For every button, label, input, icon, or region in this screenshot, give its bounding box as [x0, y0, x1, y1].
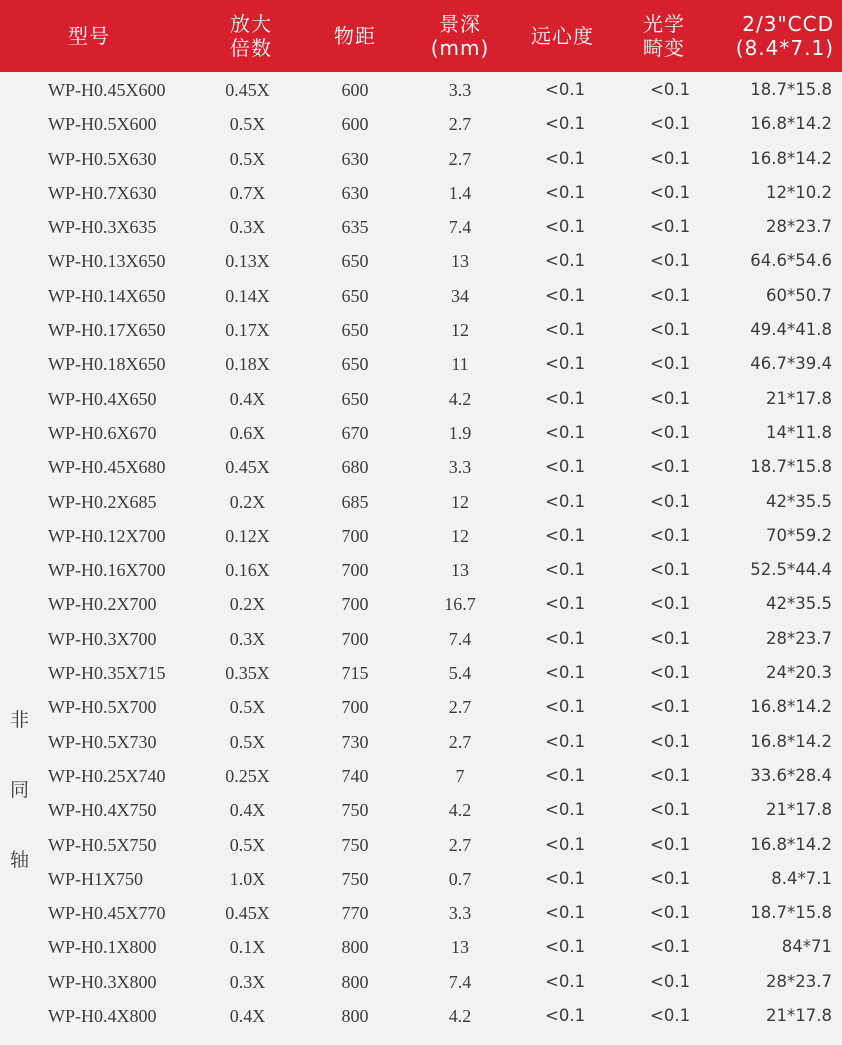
table-header [0, 0, 842, 72]
cell-working-distance: 650 [341, 320, 369, 341]
cell-distortion: <0.1 [650, 422, 691, 442]
cell-ccd-field: 28*23.7 [766, 971, 832, 991]
cell-telecentricity: <0.1 [545, 388, 586, 408]
cell-magnification: 0.2X [229, 491, 266, 512]
cell-ccd-field: 8.4*7.1 [771, 868, 832, 888]
cell-magnification: 0.5X [229, 731, 266, 752]
cell-depth-of-field: 1.4 [448, 182, 472, 203]
cell-telecentricity: <0.1 [545, 903, 586, 923]
cell-telecentricity: <0.1 [545, 251, 586, 271]
cell-depth-of-field: 12 [451, 525, 469, 546]
cell-telecentricity: <0.1 [545, 457, 586, 477]
cell-working-distance: 740 [341, 765, 369, 786]
cell-ccd-field: 18.7*15.8 [750, 80, 832, 99]
cell-depth-of-field: 2.7 [448, 697, 472, 718]
cell-ccd-field: 21*17.8 [766, 388, 832, 408]
cell-telecentricity: <0.1 [545, 697, 586, 717]
side-label-char-1: 非 [10, 709, 30, 731]
cell-ccd-field: 21*17.8 [766, 800, 832, 820]
cell-model: WP-H0.13X650 [48, 251, 166, 272]
cell-telecentricity: <0.1 [545, 594, 586, 614]
cell-distortion: <0.1 [650, 217, 691, 237]
cell-model: WP-H0.6X670 [48, 422, 157, 443]
cell-telecentricity: <0.1 [545, 765, 586, 785]
cell-distortion: <0.1 [650, 663, 691, 683]
cell-distortion: <0.1 [650, 114, 691, 134]
cell-working-distance: 630 [341, 182, 369, 203]
cell-ccd-field: 12*10.2 [766, 182, 832, 202]
cell-telecentricity: <0.1 [545, 285, 586, 305]
header-distortion-line2: 畸变 [643, 36, 685, 60]
cell-distortion: <0.1 [650, 628, 691, 648]
cell-magnification: 0.4X [229, 388, 266, 409]
cell-depth-of-field: 34 [451, 285, 469, 306]
table-row [0, 176, 842, 210]
header-depth-of-field-line1: 景深 [439, 12, 481, 36]
cell-model: WP-H0.2X685 [48, 491, 157, 512]
cell-working-distance: 800 [341, 971, 369, 992]
cell-ccd-field: 42*35.5 [766, 594, 832, 614]
cell-working-distance: 800 [341, 1006, 369, 1027]
header-magnification [230, 0, 290, 72]
cell-distortion: <0.1 [650, 868, 691, 888]
header-ccd-line2: (8.4*7.1) [735, 36, 834, 60]
table-row [0, 210, 842, 244]
header-working-distance-label: 物距 [334, 24, 376, 48]
table-row [0, 759, 842, 793]
cell-distortion: <0.1 [650, 457, 691, 477]
cell-distortion: <0.1 [650, 560, 691, 580]
header-telecentricity-label: 远心度 [531, 24, 594, 48]
table-row [0, 553, 842, 587]
cell-model: WP-H0.4X750 [48, 800, 157, 821]
cell-ccd-field: 28*23.7 [766, 217, 832, 237]
cell-distortion: <0.1 [650, 354, 691, 374]
cell-depth-of-field: 16.7 [444, 594, 476, 615]
table-row [0, 999, 842, 1033]
cell-telecentricity: <0.1 [545, 491, 586, 511]
table-row [0, 656, 842, 690]
cell-model: WP-H0.7X630 [48, 182, 157, 203]
cell-depth-of-field: 2.7 [448, 834, 472, 855]
cell-telecentricity: <0.1 [545, 731, 586, 751]
header-depth-of-field [425, 0, 495, 72]
header-model [68, 0, 188, 72]
cell-ccd-field: 42*35.5 [766, 491, 832, 511]
header-ccd-field [722, 0, 834, 72]
cell-telecentricity: <0.1 [545, 560, 586, 580]
table-row [0, 382, 842, 416]
cell-model: WP-H1X750 [48, 868, 143, 889]
cell-magnification: 0.5X [229, 834, 266, 855]
cell-model: WP-H0.5X600 [48, 114, 157, 135]
table-row [0, 896, 842, 930]
table-row [0, 416, 842, 450]
cell-magnification: 0.5X [229, 114, 266, 135]
cell-distortion: <0.1 [650, 765, 691, 785]
table-row [0, 930, 842, 964]
table-row [0, 690, 842, 724]
cell-ccd-field: 24*20.3 [766, 663, 832, 683]
cell-distortion: <0.1 [650, 834, 691, 854]
cell-depth-of-field: 7 [455, 765, 465, 786]
cell-working-distance: 700 [341, 594, 369, 615]
cell-telecentricity: <0.1 [545, 354, 586, 374]
cell-working-distance: 715 [341, 663, 369, 684]
cell-telecentricity: <0.1 [545, 217, 586, 237]
cell-magnification: 0.2X [229, 594, 266, 615]
cell-distortion: <0.1 [650, 697, 691, 717]
cell-working-distance: 750 [341, 800, 369, 821]
cell-model: WP-H0.14X650 [48, 285, 166, 306]
cell-working-distance: 685 [341, 491, 369, 512]
cell-working-distance: 630 [341, 148, 369, 169]
cell-distortion: <0.1 [650, 388, 691, 408]
cell-ccd-field: 46.7*39.4 [750, 354, 832, 374]
cell-depth-of-field: 7.4 [448, 971, 472, 992]
cell-telecentricity: <0.1 [545, 971, 586, 991]
cell-ccd-field: 49.4*41.8 [750, 320, 832, 340]
cell-distortion: <0.1 [650, 525, 691, 545]
cell-distortion: <0.1 [650, 148, 691, 168]
cell-distortion: <0.1 [650, 80, 691, 99]
cell-depth-of-field: 4.2 [448, 800, 472, 821]
header-depth-of-field-line2: (mm) [430, 36, 490, 60]
cell-magnification: 0.17X [225, 320, 270, 341]
cell-telecentricity: <0.1 [545, 320, 586, 340]
cell-depth-of-field: 13 [451, 251, 469, 272]
cell-depth-of-field: 2.7 [448, 148, 472, 169]
header-telecentricity [531, 0, 611, 72]
cell-telecentricity: <0.1 [545, 937, 586, 957]
cell-ccd-field: 64.6*54.6 [750, 251, 832, 271]
cell-model: WP-H0.45X600 [48, 80, 166, 100]
cell-working-distance: 750 [341, 868, 369, 889]
cell-working-distance: 700 [341, 525, 369, 546]
cell-model: WP-H0.12X700 [48, 525, 166, 546]
header-distortion-line1: 光学 [643, 12, 685, 36]
table-row [0, 519, 842, 553]
cell-distortion: <0.1 [650, 800, 691, 820]
cell-depth-of-field: 3.3 [448, 80, 472, 100]
cell-telecentricity: <0.1 [545, 182, 586, 202]
cell-ccd-field: 18.7*15.8 [750, 903, 832, 923]
table-row [0, 485, 842, 519]
cell-depth-of-field: 12 [451, 491, 469, 512]
cell-magnification: 0.12X [225, 525, 270, 546]
table-row [0, 142, 842, 176]
cell-magnification: 0.5X [229, 697, 266, 718]
cell-telecentricity: <0.1 [545, 868, 586, 888]
cell-distortion: <0.1 [650, 937, 691, 957]
cell-working-distance: 680 [341, 457, 369, 478]
cell-working-distance: 600 [341, 114, 369, 135]
cell-ccd-field: 28*23.7 [766, 628, 832, 648]
cell-ccd-field: 16.8*14.2 [750, 697, 832, 717]
cell-telecentricity: <0.1 [545, 148, 586, 168]
cell-depth-of-field: 1.9 [448, 422, 472, 443]
cell-magnification: 0.4X [229, 1006, 266, 1027]
cell-depth-of-field: 2.7 [448, 114, 472, 135]
cell-working-distance: 800 [341, 937, 369, 958]
cell-distortion: <0.1 [650, 251, 691, 271]
cell-magnification: 1.0X [229, 868, 266, 889]
cell-ccd-field: 52.5*44.4 [750, 560, 832, 580]
cell-working-distance: 700 [341, 628, 369, 649]
cell-magnification: 0.25X [225, 765, 270, 786]
table-body [0, 73, 842, 1033]
cell-distortion: <0.1 [650, 903, 691, 923]
cell-model: WP-H0.3X800 [48, 971, 157, 992]
cell-model: WP-H0.3X700 [48, 628, 157, 649]
cell-model: WP-H0.18X650 [48, 354, 166, 375]
cell-depth-of-field: 7.4 [448, 628, 472, 649]
cell-model: WP-H0.16X700 [48, 560, 166, 581]
cell-distortion: <0.1 [650, 594, 691, 614]
cell-model: WP-H0.4X650 [48, 388, 157, 409]
cell-magnification: 0.1X [229, 937, 266, 958]
cell-model: WP-H0.45X680 [48, 457, 166, 478]
cell-distortion: <0.1 [650, 285, 691, 305]
cell-ccd-field: 84*71 [781, 937, 832, 957]
cell-magnification: 0.6X [229, 422, 266, 443]
cell-model: WP-H0.5X630 [48, 148, 157, 169]
cell-model: WP-H0.5X750 [48, 834, 157, 855]
cell-depth-of-field: 13 [451, 560, 469, 581]
table-row [0, 622, 842, 656]
cell-telecentricity: <0.1 [545, 834, 586, 854]
table-row [0, 313, 842, 347]
cell-model: WP-H0.35X715 [48, 663, 166, 684]
cell-working-distance: 650 [341, 354, 369, 375]
cell-model: WP-H0.17X650 [48, 320, 166, 341]
cell-ccd-field: 21*17.8 [766, 1006, 832, 1026]
cell-magnification: 0.7X [229, 182, 266, 203]
cell-magnification: 0.14X [225, 285, 270, 306]
cell-magnification: 0.13X [225, 251, 270, 272]
cell-distortion: <0.1 [650, 971, 691, 991]
cell-working-distance: 635 [341, 217, 369, 238]
cell-depth-of-field: 4.2 [448, 1006, 472, 1027]
header-ccd-line1: 2/3"CCD [742, 12, 834, 36]
table-row [0, 73, 842, 107]
header-model-label: 型号 [68, 24, 110, 48]
cell-magnification: 0.4X [229, 800, 266, 821]
cell-model: WP-H0.5X730 [48, 731, 157, 752]
cell-depth-of-field: 3.3 [448, 457, 472, 478]
table-row [0, 347, 842, 381]
cell-model: WP-H0.45X770 [48, 903, 166, 924]
cell-working-distance: 650 [341, 251, 369, 272]
cell-depth-of-field: 4.2 [448, 388, 472, 409]
cell-distortion: <0.1 [650, 182, 691, 202]
cell-model: WP-H0.1X800 [48, 937, 157, 958]
table-row [0, 862, 842, 896]
cell-working-distance: 700 [341, 560, 369, 581]
header-distortion [643, 0, 703, 72]
cell-depth-of-field: 12 [451, 320, 469, 341]
header-magnification-line2: 倍数 [230, 36, 272, 60]
cell-magnification: 0.18X [225, 354, 270, 375]
cell-ccd-field: 33.6*28.4 [750, 765, 832, 785]
table-row [0, 725, 842, 759]
cell-magnification: 0.45X [225, 80, 270, 100]
cell-telecentricity: <0.1 [545, 80, 586, 99]
cell-depth-of-field: 11 [451, 354, 469, 375]
cell-depth-of-field: 13 [451, 937, 469, 958]
cell-telecentricity: <0.1 [545, 800, 586, 820]
table-row [0, 450, 842, 484]
cell-ccd-field: 16.8*14.2 [750, 114, 832, 134]
cell-ccd-field: 16.8*14.2 [750, 148, 832, 168]
cell-magnification: 0.3X [229, 971, 266, 992]
cell-model: WP-H0.4X800 [48, 1006, 157, 1027]
cell-working-distance: 600 [341, 80, 369, 100]
cell-magnification: 0.16X [225, 560, 270, 581]
cell-telecentricity: <0.1 [545, 663, 586, 683]
cell-depth-of-field: 0.7 [448, 868, 472, 889]
cell-distortion: <0.1 [650, 731, 691, 751]
cell-magnification: 0.45X [225, 903, 270, 924]
cell-telecentricity: <0.1 [545, 422, 586, 442]
cell-ccd-field: 16.8*14.2 [750, 834, 832, 854]
cell-ccd-field: 16.8*14.2 [750, 731, 832, 751]
table-row [0, 965, 842, 999]
table-row [0, 279, 842, 313]
cell-depth-of-field: 3.3 [448, 903, 472, 924]
table-row [0, 107, 842, 141]
side-label-char-3: 轴 [10, 849, 30, 871]
cell-magnification: 0.35X [225, 663, 270, 684]
cell-telecentricity: <0.1 [545, 1006, 586, 1026]
cell-working-distance: 770 [341, 903, 369, 924]
cell-telecentricity: <0.1 [545, 114, 586, 134]
cell-ccd-field: 70*59.2 [766, 525, 832, 545]
cell-depth-of-field: 5.4 [448, 663, 472, 684]
table-row [0, 587, 842, 621]
table-row [0, 828, 842, 862]
cell-model: WP-H0.25X740 [48, 765, 166, 786]
cell-distortion: <0.1 [650, 320, 691, 340]
cell-working-distance: 650 [341, 388, 369, 409]
side-label-char-2: 同 [10, 779, 30, 801]
cell-model: WP-H0.2X700 [48, 594, 157, 615]
cell-working-distance: 730 [341, 731, 369, 752]
cell-magnification: 0.3X [229, 217, 266, 238]
cell-model: WP-H0.5X700 [48, 697, 157, 718]
cell-ccd-field: 18.7*15.8 [750, 457, 832, 477]
cell-magnification: 0.3X [229, 628, 266, 649]
cell-magnification: 0.5X [229, 148, 266, 169]
cell-ccd-field: 60*50.7 [766, 285, 832, 305]
header-magnification-line1: 放大 [230, 12, 272, 36]
cell-working-distance: 670 [341, 422, 369, 443]
cell-ccd-field: 14*11.8 [766, 422, 832, 442]
cell-distortion: <0.1 [650, 1006, 691, 1026]
cell-working-distance: 750 [341, 834, 369, 855]
table-row [0, 244, 842, 278]
cell-magnification: 0.45X [225, 457, 270, 478]
cell-depth-of-field: 7.4 [448, 217, 472, 238]
table-row [0, 793, 842, 827]
cell-model: WP-H0.3X635 [48, 217, 157, 238]
cell-telecentricity: <0.1 [545, 525, 586, 545]
header-working-distance [334, 0, 394, 72]
cell-working-distance: 650 [341, 285, 369, 306]
cell-distortion: <0.1 [650, 491, 691, 511]
cell-telecentricity: <0.1 [545, 628, 586, 648]
cell-working-distance: 700 [341, 697, 369, 718]
cell-depth-of-field: 2.7 [448, 731, 472, 752]
